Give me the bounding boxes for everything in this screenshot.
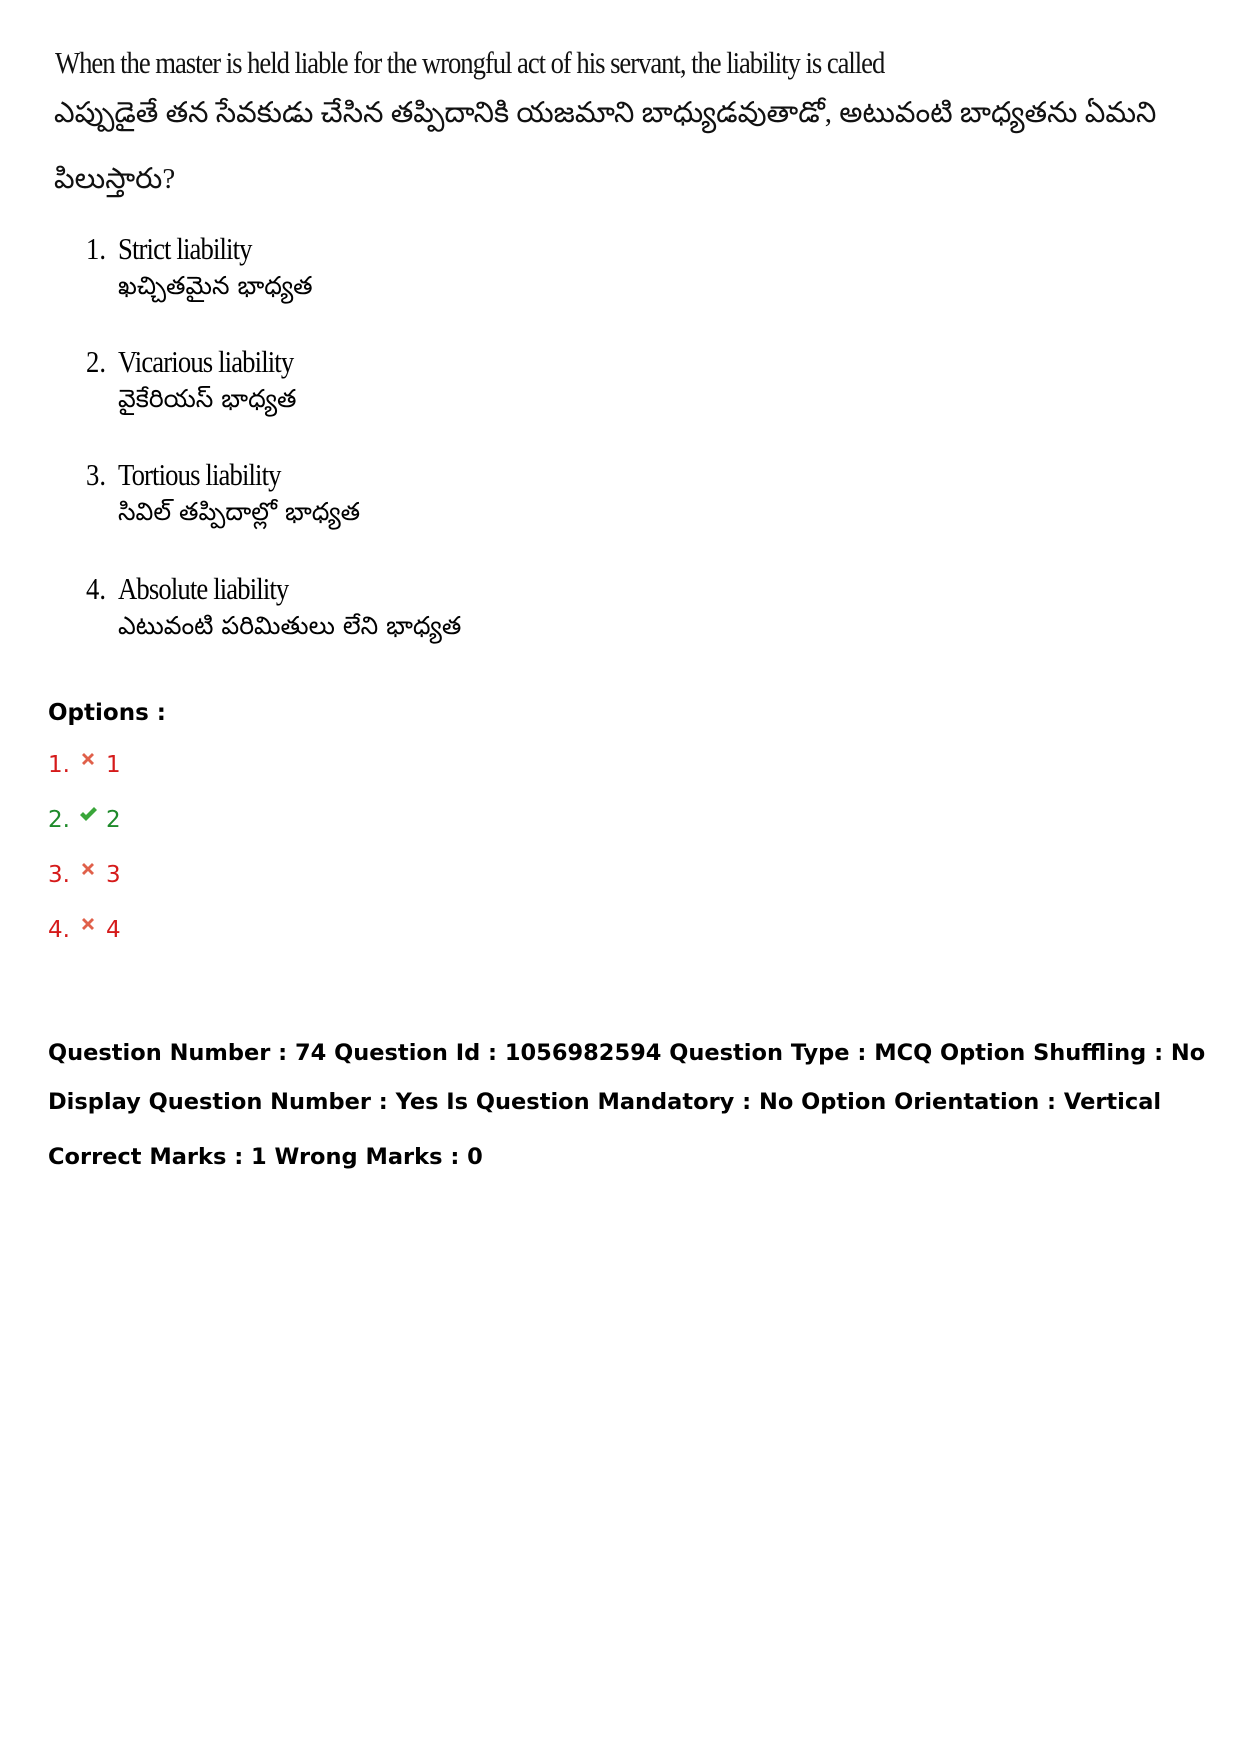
question-text-telugu-line1: ఎప్పుడైతే తన సేవకుడు చేసిన తప్పిదానికి యజమాని బాధ్యుడవుతాడో, అటువంటి బాధ్యతను ఏమని bbox=[54, 97, 1157, 129]
cross-icon bbox=[78, 859, 98, 879]
choice-number: 4. bbox=[86, 571, 106, 606]
choice-text-telugu: ఎటువంటి పరిమితులు లేని భాధ్యత bbox=[118, 611, 462, 640]
choice-text-telugu: సివిల్ తప్పిదాల్లో భాధ్యత bbox=[118, 497, 361, 526]
question-text-telugu-line2: పిలుస్తారు? bbox=[54, 163, 176, 195]
option-prefix: 1. bbox=[48, 752, 70, 778]
options-heading: Options : bbox=[48, 700, 166, 726]
option-value: 4 bbox=[105, 917, 121, 943]
question-meta-line2: Display Question Number : Yes Is Question Mandatory : No Option Orientation : Vertical bbox=[48, 1089, 1162, 1115]
choice-text-english: Strict liability bbox=[118, 231, 252, 266]
check-icon bbox=[78, 804, 98, 824]
option-prefix: 3. bbox=[48, 862, 70, 888]
option-prefix: 2. bbox=[48, 807, 70, 833]
choice-text-english: Vicarious liability bbox=[118, 344, 294, 379]
option-value: 2 bbox=[105, 807, 121, 833]
choice-number: 2. bbox=[86, 344, 106, 379]
option-prefix: 4. bbox=[48, 917, 70, 943]
option-2 bbox=[48, 807, 121, 833]
question-meta-line1: Question Number : 74 Question Id : 1056982594 Question Type : MCQ Option Shuffling : No bbox=[48, 1040, 1206, 1066]
choice-number: 1. bbox=[86, 231, 106, 266]
option-value: 3 bbox=[105, 862, 121, 888]
question-image bbox=[50, 45, 1157, 686]
option-3 bbox=[48, 862, 121, 888]
choice-text-telugu: ఖచ్చితమైన భాధ్యత bbox=[118, 271, 313, 300]
choice-text-english: Tortious liability bbox=[118, 457, 281, 492]
question-text-english: When the master is held liable for the wrongful act of his servant, the liability is called bbox=[55, 45, 885, 80]
question-meta-line3: Correct Marks : 1 Wrong Marks : 0 bbox=[48, 1144, 483, 1170]
cross-icon bbox=[78, 914, 98, 934]
choice-text-telugu: వైకేరియస్ భాధ్యత bbox=[118, 384, 297, 413]
cross-icon bbox=[78, 749, 98, 769]
option-value: 1 bbox=[105, 752, 121, 778]
choice-number: 3. bbox=[86, 457, 106, 492]
choice-text-english: Absolute liability bbox=[118, 571, 289, 606]
option-1 bbox=[48, 752, 121, 778]
option-4 bbox=[48, 917, 121, 943]
